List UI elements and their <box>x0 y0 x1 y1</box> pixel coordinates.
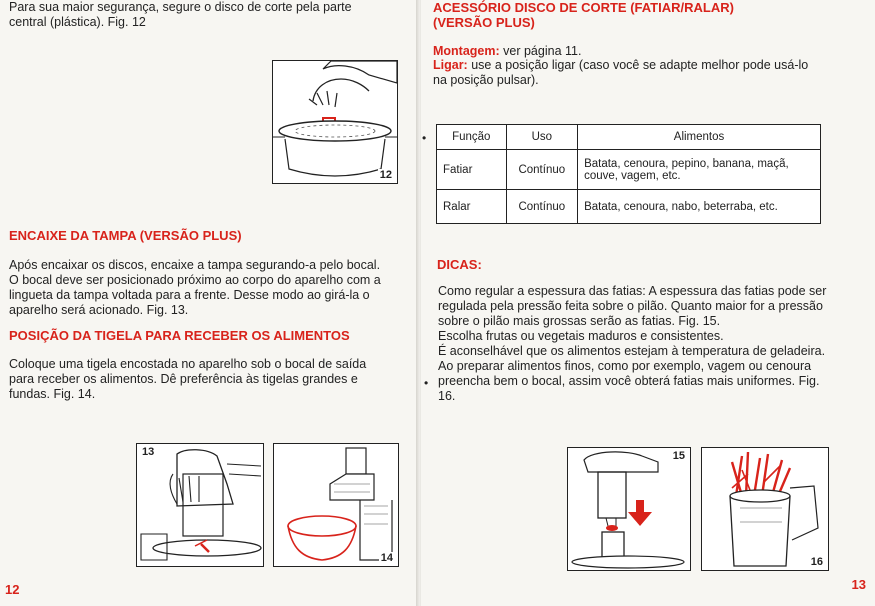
figure-15-label: 15 <box>672 450 685 462</box>
table-row <box>437 150 821 190</box>
margin-mark: • <box>424 376 429 390</box>
page-number-right: 13 <box>851 577 866 592</box>
table-cell-function: Ralar <box>437 190 507 224</box>
figure-13-label: 13 <box>142 446 155 458</box>
intro-paragraph: Para sua maior segurança, segure o disco de corte pela parte central (plástica). Fig. 12 <box>9 0 352 29</box>
table-header-row <box>437 125 821 150</box>
table-cell-usage: Contínuo <box>506 190 578 224</box>
section-encaixe-body: Após encaixar os discos, encaixe a tampa segurando-a pelo bocal. O bocal deve ser posicionado próximo ao corpo do aparelho com a lingueta da tampa voltada para a frente. Desse modo ao girá-la o aparelho será acionado. Fig. 13. <box>9 258 381 317</box>
margin-mark: • <box>422 131 427 145</box>
table-cell-usage: Contínuo <box>506 150 578 190</box>
accessory-title: ACESSÓRIO DISCO DE CORTE (FATIAR/RALAR) (VERSÃO PLUS) <box>433 0 734 30</box>
table-row <box>437 190 821 224</box>
figure-16-green-beans-in-feed-tube <box>701 447 829 571</box>
table-header-funcao: Função <box>437 125 507 150</box>
figure-15-pusher-pressure <box>567 447 691 571</box>
table-header-uso: Uso <box>506 125 578 150</box>
bowl-illustration <box>274 444 398 566</box>
section-posicao-body: Coloque uma tigela encostada no aparelho sob o bocal de saída para receber os alimentos. Dê preferência às tigelas grandes e fundas. Fig. 14. <box>9 357 367 401</box>
section-posicao-title: POSIÇÃO DA TIGELA PARA RECEBER OS ALIMENTOS <box>9 328 350 343</box>
right-page <box>421 0 875 606</box>
function-table <box>436 124 821 224</box>
dicas-text: Como regular a espessura das fatias: A espessura das fatias pode ser regulada pela pressão feita sobre o pilão. Quanto maior for a pressão sobre o pilão mais grossas serão as fatias. Fig. 15. Escolha frutas ou vegetais maduros e consistentes. É aconselhável que os alimentos estejam à temperatura de geladeira. Ao preparar alimentos finos, como por exemplo, vagem ou cenoura preencha bem o bocal, assim você obterá fatias mais uniformes. Fig. 16. <box>438 284 827 403</box>
figure-14-label: 14 <box>380 552 393 564</box>
table-cell-function: Fatiar <box>437 150 507 190</box>
page-number-left: 12 <box>5 582 20 597</box>
left-page <box>0 0 418 606</box>
ligar-label: Ligar: <box>433 58 468 72</box>
table-header-alimentos: Alimentos <box>578 125 821 150</box>
lid-illustration <box>137 444 263 566</box>
montagem-label: Montagem: <box>433 44 500 58</box>
feed-tube-illustration <box>702 448 828 570</box>
figure-12-label: 12 <box>379 169 392 181</box>
section-encaixe-title: ENCAIXE DA TAMPA (VERSÃO PLUS) <box>9 228 242 243</box>
figure-16-label: 16 <box>810 556 823 568</box>
figure-14-bowl-under-spout <box>273 443 399 567</box>
montagem-line <box>433 44 813 59</box>
montagem-text: ver página 11. <box>499 44 582 58</box>
disc-illustration <box>273 61 397 183</box>
ligar-text: use a posição ligar (caso você se adapte melhor pode usá-lo na posição pulsar). <box>433 58 809 87</box>
pusher-illustration <box>568 448 690 570</box>
figure-12-hand-holding-disc <box>272 60 398 184</box>
table-cell-foods: Batata, cenoura, nabo, beterraba, etc. <box>578 190 821 224</box>
dicas-title: DICAS: <box>437 257 482 272</box>
table-cell-foods: Batata, cenoura, pepino, banana, maçã, couve, vagem, etc. <box>578 150 821 190</box>
figure-13-lid-fitting <box>136 443 264 567</box>
ligar-line <box>433 58 813 88</box>
